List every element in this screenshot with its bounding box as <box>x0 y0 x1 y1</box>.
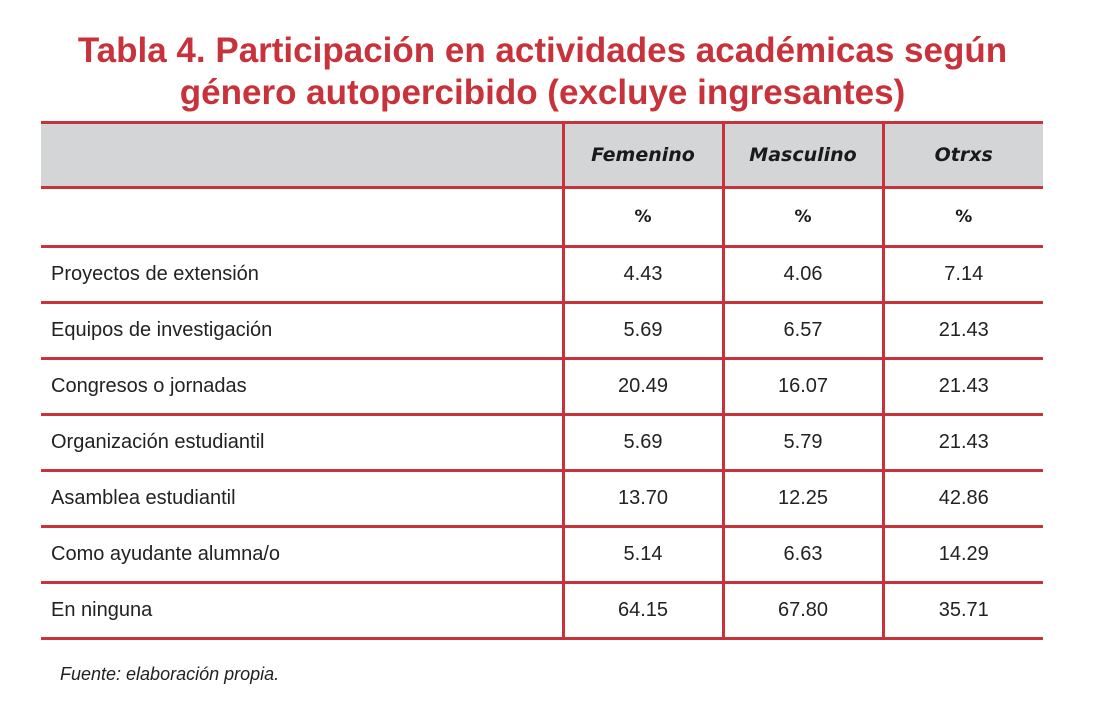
value-cell: 42.86 <box>883 471 1043 527</box>
table-title-line-2: género autopercibido (excluye ingresantes) <box>179 73 906 112</box>
value-cell: 5.69 <box>563 415 723 471</box>
unit-cell-blank <box>41 188 563 247</box>
row-label: En ninguna <box>41 583 563 639</box>
source-note: Fuente: elaboración propia. <box>60 664 280 684</box>
header-cell-otrxs: Otrxs <box>883 123 1043 188</box>
row-label: Equipos de investigación <box>41 303 563 359</box>
value-cell: 5.14 <box>563 527 723 583</box>
table-row <box>41 359 1043 415</box>
row-label: Organización estudiantil <box>41 415 563 471</box>
value-cell: 14.29 <box>883 527 1043 583</box>
value-cell: 64.15 <box>563 583 723 639</box>
unit-cell: % <box>563 188 723 247</box>
table-row <box>41 415 1043 471</box>
value-cell: 20.49 <box>563 359 723 415</box>
value-cell: 13.70 <box>563 471 723 527</box>
table-row <box>41 471 1043 527</box>
table-row <box>41 247 1043 303</box>
row-label: Como ayudante alumna/o <box>41 527 563 583</box>
participation-table <box>41 121 1043 640</box>
header-row <box>41 123 1043 188</box>
row-label: Asamblea estudiantil <box>41 471 563 527</box>
value-cell: 16.07 <box>723 359 883 415</box>
value-cell: 21.43 <box>883 359 1043 415</box>
header-cell-masculino: Masculino <box>723 123 883 188</box>
value-cell: 5.79 <box>723 415 883 471</box>
unit-cell: % <box>883 188 1043 247</box>
value-cell: 21.43 <box>883 415 1043 471</box>
value-cell: 67.80 <box>723 583 883 639</box>
header-cell-blank <box>41 123 563 188</box>
unit-row <box>41 188 1043 247</box>
table-title <box>0 30 1085 114</box>
value-cell: 12.25 <box>723 471 883 527</box>
row-label: Congresos o jornadas <box>41 359 563 415</box>
value-cell: 21.43 <box>883 303 1043 359</box>
value-cell: 4.43 <box>563 247 723 303</box>
header-cell-femenino: Femenino <box>563 123 723 188</box>
value-cell: 7.14 <box>883 247 1043 303</box>
table-row <box>41 583 1043 639</box>
value-cell: 35.71 <box>883 583 1043 639</box>
table-row <box>41 527 1043 583</box>
table-row <box>41 303 1043 359</box>
value-cell: 6.57 <box>723 303 883 359</box>
value-cell: 6.63 <box>723 527 883 583</box>
table-title-line-1: Tabla 4. Participación en actividades académicas según <box>77 31 1008 70</box>
row-label: Proyectos de extensión <box>41 247 563 303</box>
value-cell: 5.69 <box>563 303 723 359</box>
value-cell: 4.06 <box>723 247 883 303</box>
unit-cell: % <box>723 188 883 247</box>
